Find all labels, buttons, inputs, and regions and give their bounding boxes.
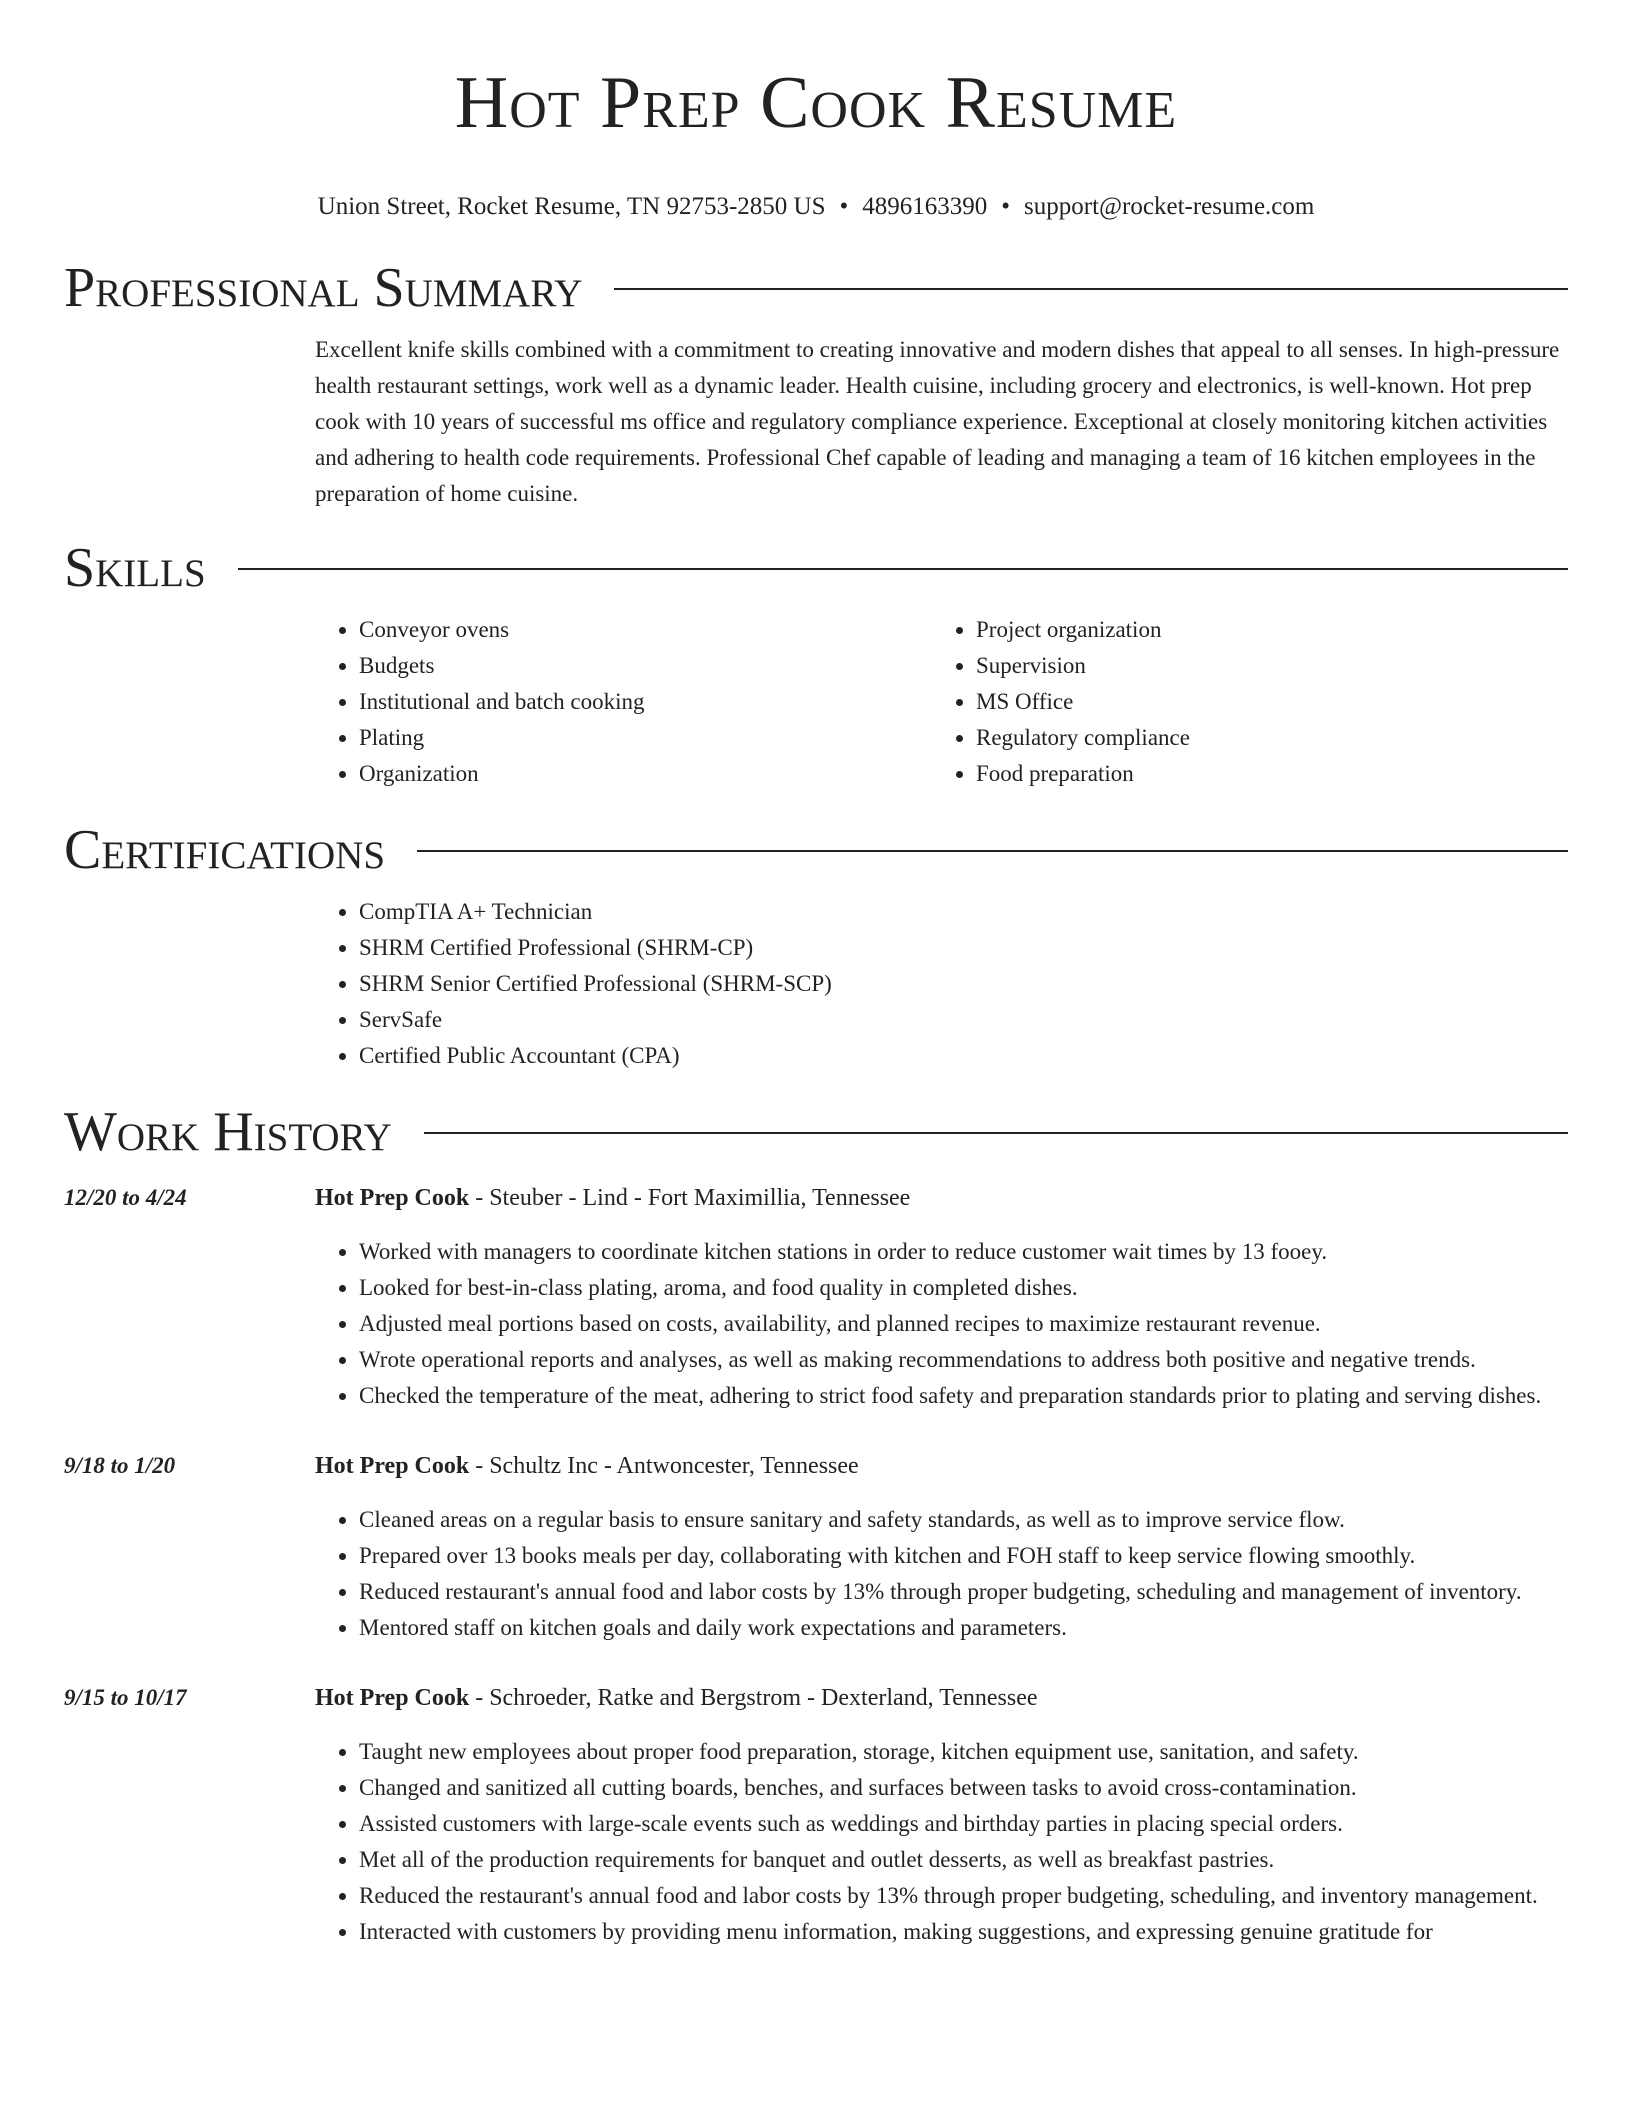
- job-dates: 9/18 to 1/20: [64, 1453, 176, 1478]
- section-title-skills: Skills: [64, 537, 206, 599]
- job-duty: • Prepared over 13 books meals per day, collaborating with kitchen and FOH staff to keep service flowing smoothly.: [359, 1538, 1568, 1574]
- section-header: [64, 538, 1568, 598]
- job-entry: [64, 1180, 1568, 1414]
- job-heading: [315, 1448, 1568, 1484]
- job-duty: • Assisted customers with large-scale events such as weddings and birthday parties in placing special orders.: [359, 1806, 1568, 1842]
- skill-item: • Plating: [359, 720, 932, 756]
- certification-item: • SHRM Senior Certified Professional (SHRM-SCP): [359, 966, 1568, 1002]
- job-details: [315, 1448, 1568, 1646]
- job-duty: • Wrote operational reports and analyses, as well as making recommendations to address both positive and negative trends.: [359, 1342, 1568, 1378]
- job-company: - Steuber - Lind - Fort Maximillia, Tennessee: [469, 1185, 911, 1211]
- contact-line: [64, 190, 1568, 224]
- job-company: - Schultz Inc - Antwoncester, Tennessee: [469, 1453, 859, 1479]
- job-duty: • Met all of the production requirements for banquet and outlet desserts, as well as breakfast pastries.: [359, 1842, 1568, 1878]
- job-duty: • Cleaned areas on a regular basis to ensure sanitary and safety standards, as well as to improve service flow.: [359, 1502, 1568, 1538]
- skill-item: • Budgets: [359, 648, 932, 684]
- section-body: [315, 894, 1568, 1074]
- job-duty: • Changed and sanitized all cutting boards, benches, and surfaces between tasks to avoid cross-contamination.: [359, 1770, 1568, 1806]
- skill-item: • Institutional and batch cooking: [359, 684, 932, 720]
- skill-item: • Food preparation: [976, 756, 1549, 792]
- job-duty: • Interacted with customers by providing menu information, making suggestions, and expressing genuine gratitude for: [359, 1914, 1568, 1950]
- skill-item: • Organization: [359, 756, 932, 792]
- job-heading: [315, 1180, 1568, 1216]
- skill-item: • Regulatory compliance: [976, 720, 1549, 756]
- job-title: Hot Prep Cook: [315, 1453, 470, 1479]
- job-duties-list: [315, 1234, 1568, 1414]
- job-duty: • Reduced restaurant's annual food and labor costs by 13% through proper budgeting, scheduling and management of inventory.: [359, 1574, 1568, 1610]
- certification-item: • SHRM Certified Professional (SHRM-CP): [359, 930, 1568, 966]
- certifications-list: [315, 894, 1568, 1074]
- job-entry: [64, 1448, 1568, 1646]
- section-header: [64, 820, 1568, 880]
- section-body: [315, 332, 1568, 512]
- job-title: Hot Prep Cook: [315, 1685, 470, 1711]
- job-duty: • Checked the temperature of the meat, adhering to strict food safety and preparation standards prior to plating and serving dishes.: [359, 1378, 1568, 1414]
- section-divider: [238, 568, 1568, 570]
- job-duty: • Taught new employees about proper food preparation, storage, kitchen equipment use, sanitation, and safety.: [359, 1734, 1568, 1770]
- job-duties-list: [315, 1502, 1568, 1646]
- certifications-section: [64, 820, 1568, 1074]
- skills-list-right: [932, 612, 1549, 792]
- job-dates: 12/20 to 4/24: [64, 1185, 187, 1210]
- skills-section: [64, 538, 1568, 792]
- job-duty: • Looked for best-in-class plating, aroma, and food quality in completed dishes.: [359, 1270, 1568, 1306]
- contact-separator: •: [1001, 193, 1011, 220]
- job-duty: • Adjusted meal portions based on costs, availability, and planned recipes to maximize restaurant revenue.: [359, 1306, 1568, 1342]
- contact-phone: 4896163390: [862, 193, 988, 220]
- section-title-summary: Professional Summary: [64, 257, 583, 319]
- job-heading: [315, 1680, 1568, 1716]
- certification-item: • Certified Public Accountant (CPA): [359, 1038, 1568, 1074]
- certification-item: • CompTIA A+ Technician: [359, 894, 1568, 930]
- work-history-section: [64, 1102, 1568, 1950]
- job-dates: 9/15 to 10/17: [64, 1685, 187, 1710]
- resume-title: Hot Prep Cook Resume: [454, 62, 1178, 144]
- section-header: [64, 258, 1568, 318]
- section-title-certifications: Certifications: [64, 819, 386, 881]
- job-duty: • Mentored staff on kitchen goals and daily work expectations and parameters.: [359, 1610, 1568, 1646]
- section-divider: [614, 288, 1568, 290]
- section-header: [64, 1102, 1568, 1162]
- section-body: [315, 612, 1568, 792]
- skills-grid: [315, 612, 1568, 792]
- skill-item: • Project organization: [976, 612, 1549, 648]
- certification-item: • ServSafe: [359, 1002, 1568, 1038]
- skill-item: • MS Office: [976, 684, 1549, 720]
- skills-column-right: [932, 612, 1549, 792]
- skills-column-left: [315, 612, 932, 792]
- job-duty: • Reduced the restaurant's annual food and labor costs by 13% through proper budgeting, scheduling, and inventory management.: [359, 1878, 1568, 1914]
- job-details: [315, 1180, 1568, 1414]
- skill-item: • Conveyor ovens: [359, 612, 932, 648]
- job-details: [315, 1680, 1568, 1950]
- job-company: - Schroeder, Ratke and Bergstrom - Dexterland, Tennessee: [469, 1685, 1038, 1711]
- section-divider: [417, 850, 1568, 852]
- contact-separator: •: [839, 193, 849, 220]
- job-duty: • Worked with managers to coordinate kitchen stations in order to reduce customer wait times by 13 fooey.: [359, 1234, 1568, 1270]
- job-title: Hot Prep Cook: [315, 1185, 470, 1211]
- summary-text: Excellent knife skills combined with a commitment to creating innovative and modern dishes that appeal to all senses. In high-pressure health restaurant settings, work well as a dynamic leader. Health cuisine, including grocery and electronics, is well-known. Hot prep cook with 10 years of successful ms office and regulatory compliance experience. Exceptional at closely monitoring kitchen activities and adhering to health code requirements. Professional Chef capable of leading and managing a team of 16 kitchen employees in the preparation of home cuisine.: [315, 337, 1560, 506]
- contact-address: Union Street, Rocket Resume, TN 92753-2850 US: [317, 193, 826, 220]
- skill-item: • Supervision: [976, 648, 1549, 684]
- job-duties-list: [315, 1734, 1568, 1950]
- skills-list-left: [315, 612, 932, 792]
- section-title-work-history: Work History: [64, 1101, 392, 1163]
- section-divider: [424, 1132, 1568, 1134]
- summary-section: [64, 258, 1568, 512]
- job-entry: [64, 1680, 1568, 1950]
- contact-email: support@rocket-resume.com: [1024, 193, 1315, 220]
